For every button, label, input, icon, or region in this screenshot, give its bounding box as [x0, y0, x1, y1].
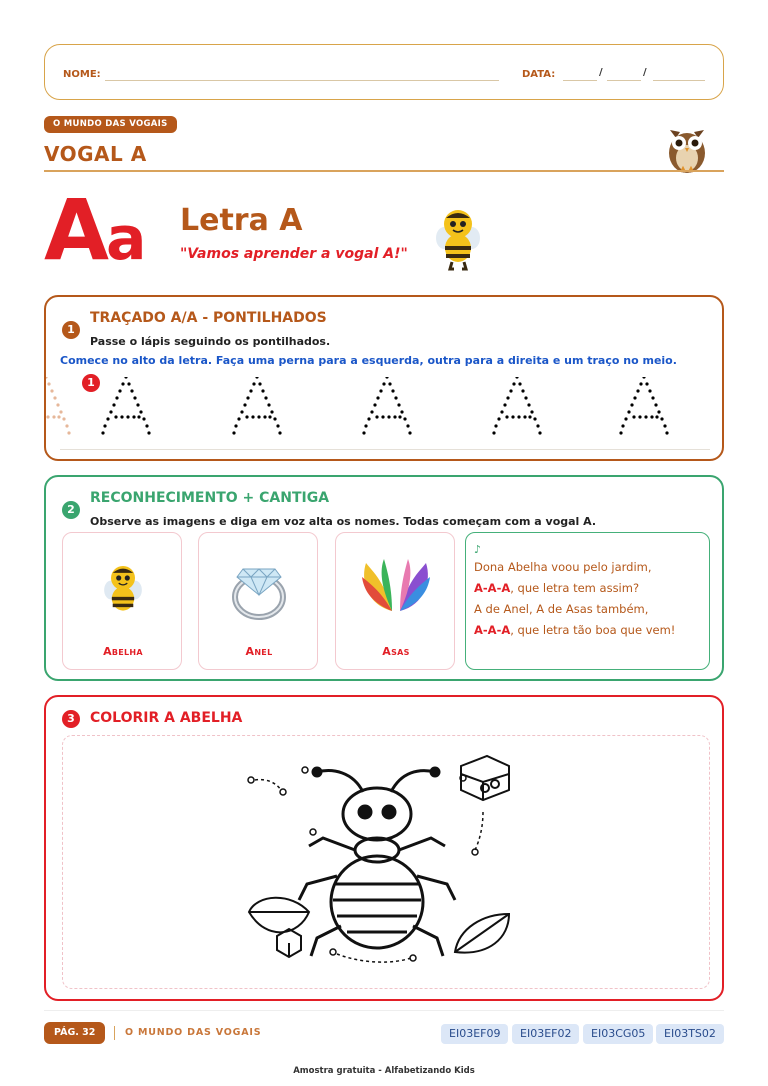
title-divider: [44, 170, 724, 172]
section-instruction: Passe o lápis seguindo os pontilhados.: [90, 335, 331, 348]
section-number: 3: [62, 710, 80, 728]
tracing-letters: [46, 377, 722, 445]
page-number: PÁG. 32: [44, 1022, 105, 1044]
section-recognition: [44, 475, 724, 681]
name-date-box: [44, 44, 724, 100]
skill-code: EI03TS02: [656, 1024, 724, 1044]
song-line: Dona Abelha voou pelo jardim,: [474, 560, 652, 574]
footer-credit: Amostra gratuita - Alfabetizando Kids: [293, 1066, 475, 1076]
date-label: DATA:: [522, 69, 556, 80]
owl-icon: [664, 122, 710, 174]
big-letter-upper: A: [44, 181, 107, 279]
tracing-letter-a[interactable]: [46, 377, 71, 435]
card-label: Asas: [382, 645, 410, 658]
bee-icon: [430, 204, 486, 272]
date-year-field[interactable]: [653, 69, 705, 81]
section-title: RECONHECIMENTO + CANTIGA: [90, 490, 330, 506]
card-label: Abelha: [103, 645, 143, 658]
section-coloring: [44, 695, 724, 1001]
footer-divider: [44, 1010, 724, 1011]
date-sep: /: [599, 67, 603, 78]
skill-code: EI03EF09: [441, 1024, 508, 1044]
page-title: VOGAL A: [44, 142, 147, 166]
baseline: [60, 449, 710, 450]
card-label: Anel: [245, 645, 273, 658]
ring-icon: [227, 555, 291, 621]
song-line: A de Anel, A de Asas também,: [474, 602, 649, 616]
skill-code: EI03CG05: [583, 1024, 653, 1044]
name-field[interactable]: [105, 69, 499, 81]
section-instruction: Observe as imagens e diga em voz alta os nomes. Todas começam com a vogal A.: [90, 515, 597, 528]
song-box: [465, 532, 710, 670]
picture-card-asas[interactable]: [335, 532, 455, 670]
hero-subtitle: "Vamos aprender a vogal A!": [180, 246, 408, 262]
section-number: 1: [62, 321, 80, 339]
song-line: A-A-A, que letra tem assim?: [474, 581, 640, 595]
picture-card-anel[interactable]: [198, 532, 318, 670]
coloring-area[interactable]: [62, 735, 710, 989]
song-line: A-A-A, que letra tão boa que vem!: [474, 623, 676, 637]
bee-coloring-image: [213, 742, 553, 986]
big-letter-lower: a: [106, 204, 147, 274]
tracing-hint: Comece no alto da letra. Faça uma perna para a esquerda, outra para a direita e um traço no meio.: [60, 354, 677, 367]
hero-title: Letra A: [180, 203, 303, 238]
footer-module: O MUNDO DAS VOGAIS: [125, 1027, 262, 1038]
footer-sep: [114, 1026, 115, 1040]
skill-code: EI03EF02: [512, 1024, 579, 1044]
module-tag: O MUNDO DAS VOGAIS: [44, 116, 177, 133]
date-day-field[interactable]: [563, 69, 597, 81]
date-month-field[interactable]: [607, 69, 641, 81]
section-title: TRAÇADO A/A - PONTILHADOS: [90, 310, 327, 326]
name-label: NOME:: [63, 69, 101, 80]
big-letter: [44, 181, 147, 279]
picture-card-abelha[interactable]: [62, 532, 182, 670]
section-title: COLORIR A ABELHA: [90, 710, 243, 726]
wings-icon: [358, 555, 434, 621]
bee-icon: [99, 559, 147, 621]
section-tracing: [44, 295, 724, 461]
start-marker: 1: [82, 374, 100, 392]
section-number: 2: [62, 501, 80, 519]
date-sep: /: [643, 67, 647, 78]
music-note-icon: ♪: [474, 543, 482, 556]
